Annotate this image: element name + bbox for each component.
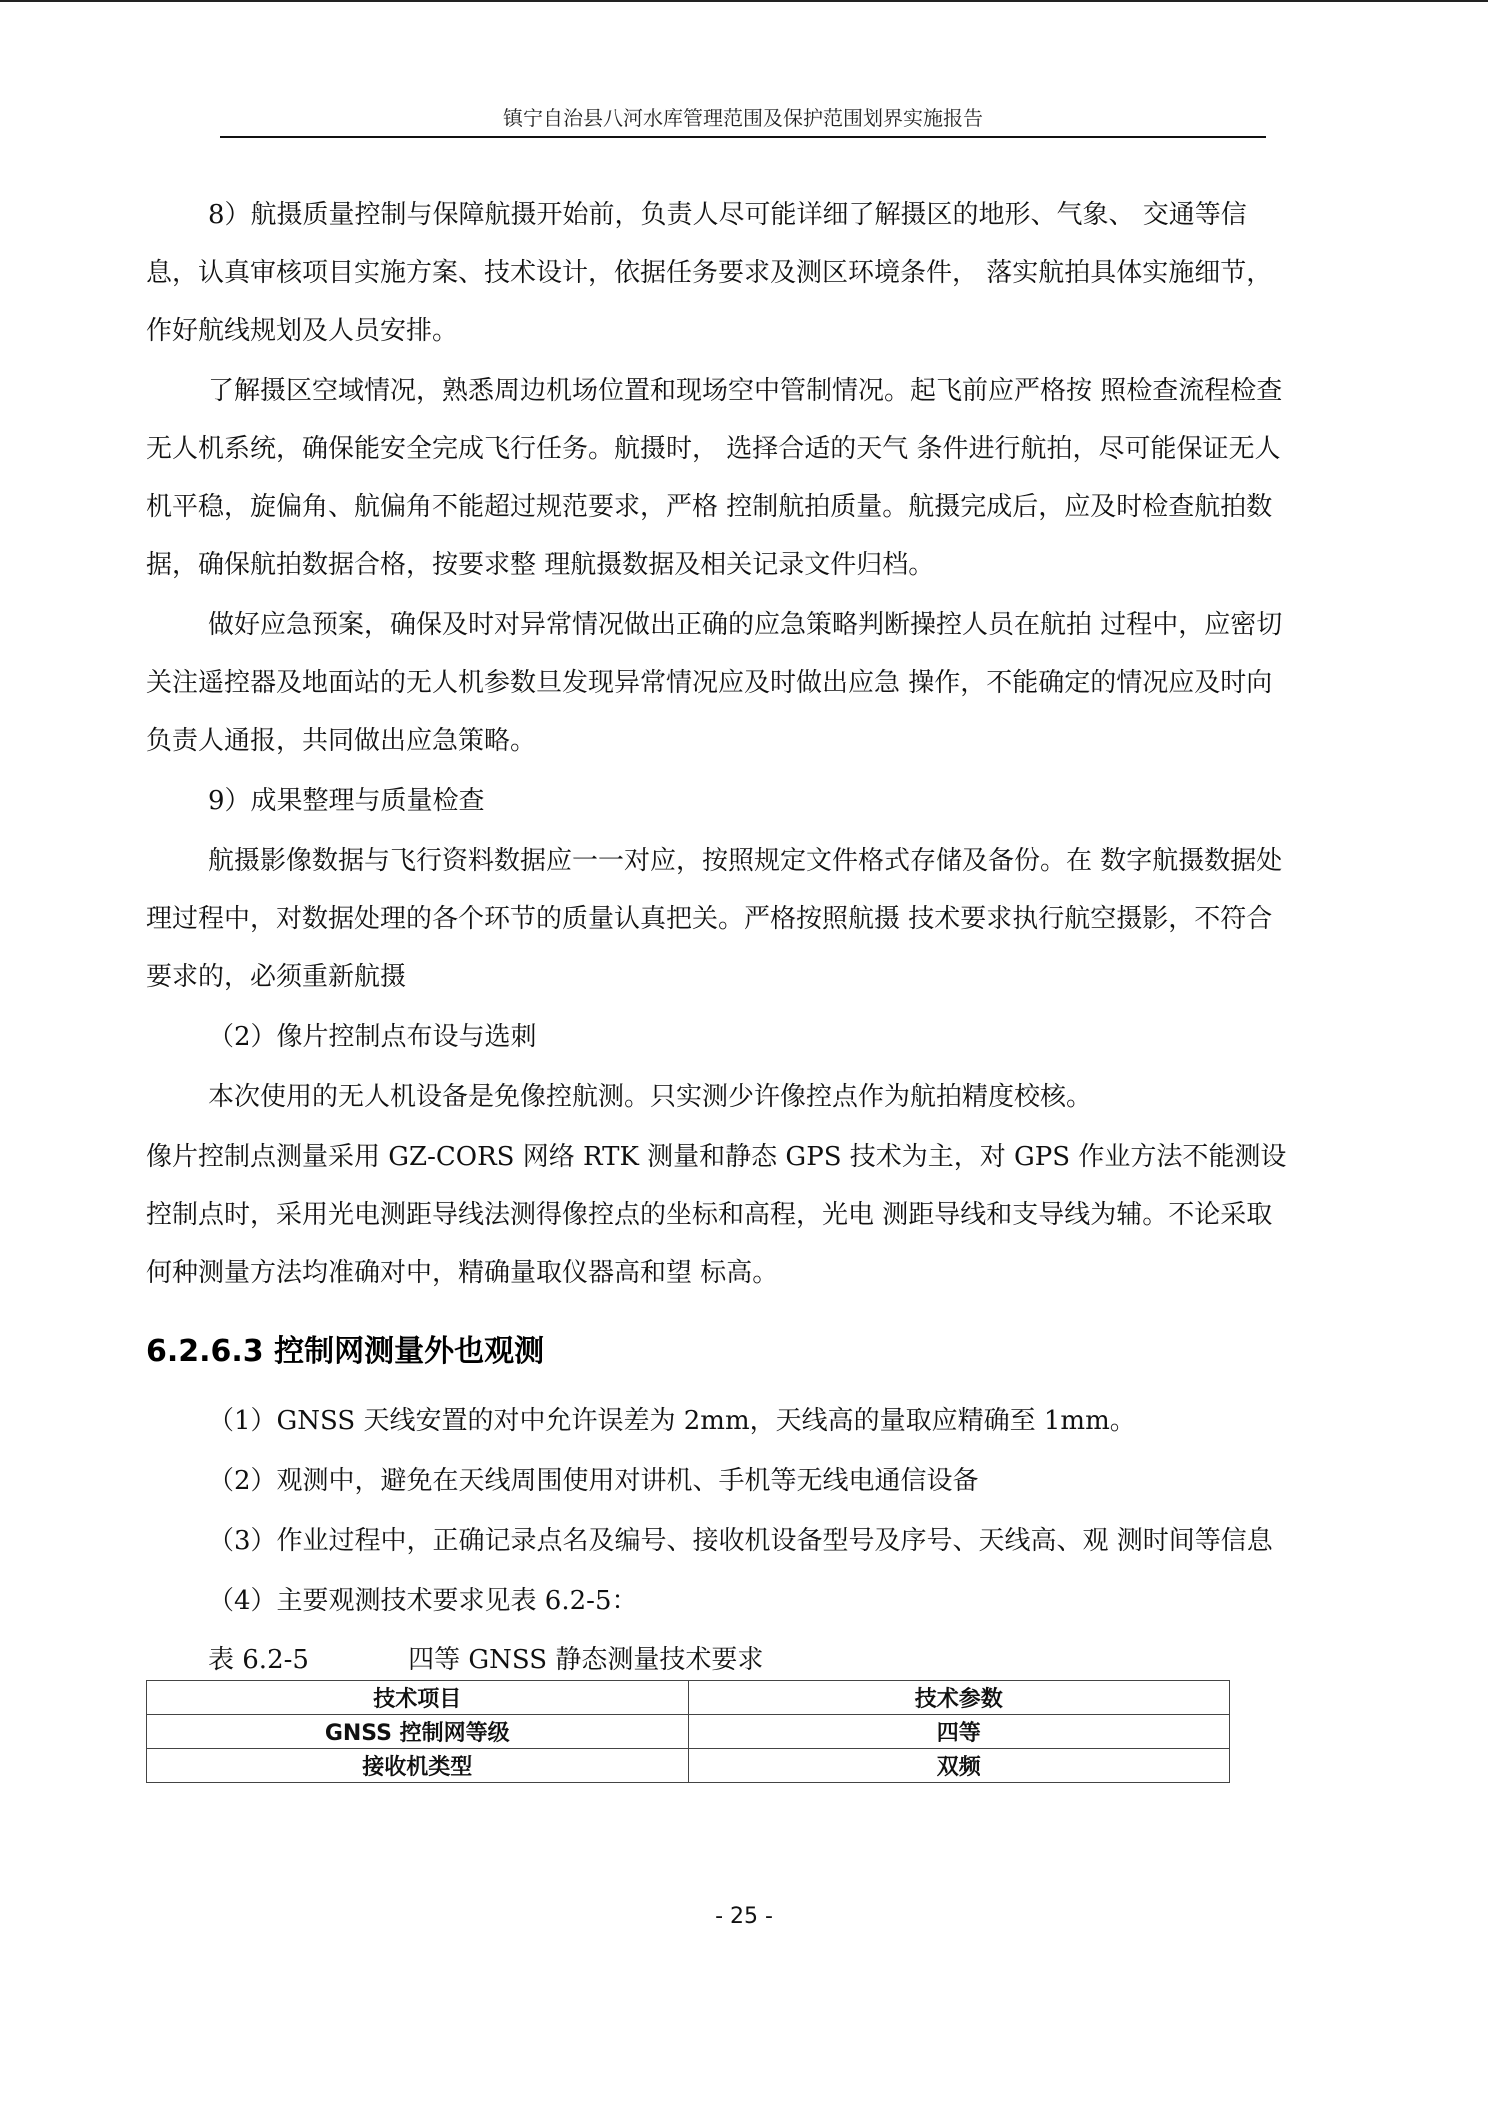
paragraph-image-data: 航摄影像数据与飞行资料数据应一一对应，按照规定文件格式存储及备份。在 数字航摄数据处理过程中，对数据处理的各个环节的质量认真把关。严格按照航摄 技术要求执行航空摄影，不符合要求的，必须重新航摄 (146, 846, 1283, 992)
paragraph-control-survey: 像片控制点测量采用 GZ-CORS 网络 RTK 测量和静态 GPS 技术为主，对 GPS 作业方法不能测设控制点时，采用光电测距导线法测得像控点的坐标和高程，光电 测距导线和支导线为辅。不论采取何种测量方法均准确对中，精确量取仪器高和望 标高。 (146, 1142, 1287, 1288)
running-header-title: 镇宁自治县八河水库管理范围及保护范围划界实施报告 (503, 106, 983, 130)
table-row (147, 1715, 1230, 1749)
table-caption-number: 表 6.2-5 (208, 1645, 309, 1675)
table-cell: 双频 (688, 1749, 1230, 1783)
table-header-cell: 技术参数 (688, 1681, 1230, 1715)
paragraph-drone-device: 本次使用的无人机设备是免像控航测。只实测少许像控点作为航拍精度校核。 (208, 1082, 1093, 1112)
table-caption-title: 四等 GNSS 静态测量技术要求 (408, 1645, 764, 1675)
list-item: （3）作业过程中，正确记录点名及编号、接收机设备型号及序号、天线高、观 测时间等信息 (208, 1526, 1273, 1556)
list-item: （1）GNSS 天线安置的对中允许误差为 2mm，天线高的量取应精确至 1mm。 (208, 1406, 1136, 1436)
header-rule (220, 136, 1266, 138)
paragraph-emergency: 做好应急预案，确保及时对异常情况做出正确的应急策略判断操控人员在航拍 过程中，应密切关注遥控器及地面站的无人机参数旦发现异常情况应及时做出应急 操作，不能确定的情况应及时向负责人通报，共同做出应急策略。 (146, 610, 1283, 756)
table-caption (208, 1640, 1296, 1680)
paragraph-aerial-quality: 8）航摄质量控制与保障航摄开始前，负责人尽可能详细了解摄区的地形、气象、 交通等信息，认真审核项目实施方案、技术设计，依据任务要求及测区环境条件， 落实航拍具体实施细节，作好航线规划及人员安排。 (146, 200, 1273, 346)
table-header-cell: 技术项目 (147, 1681, 689, 1715)
section-heading: 6.2.6.3 控制网测量外也观测 (146, 1334, 545, 1369)
list-item: （4）主要观测技术要求见表 6.2-5： (208, 1586, 638, 1616)
table-cell: 接收机类型 (147, 1749, 689, 1783)
paragraph-airspace: 了解摄区空域情况，熟悉周边机场位置和现场空中管制情况。起飞前应严格按 照检查流程检查无人机系统，确保能安全完成飞行任务。航摄时， 选择合适的天气 条件进行航拍，尽可能保证无人机平稳，旋偏角、航偏角不能超过规范要求，严格 控制航拍质量。航摄完成后，应及时检查航拍数据，确保航拍数据合格，按要求整 理航摄数据及相关记录文件归档。 (146, 376, 1283, 580)
list-item: （2）观测中，避免在天线周围使用对讲机、手机等无线电通信设备 (208, 1466, 979, 1496)
paragraph-control-points-heading: （2）像片控制点布设与选刺 (208, 1022, 537, 1052)
spec-table (146, 1680, 1230, 1783)
table-cell: GNSS 控制网等级 (147, 1715, 689, 1749)
table-row (147, 1749, 1230, 1783)
document-body (146, 186, 1296, 1783)
table-cell: 四等 (688, 1715, 1230, 1749)
paragraph-results-heading: 9）成果整理与质量检查 (208, 786, 485, 816)
page-number: - 25 - (715, 1904, 773, 1929)
table-header-row (147, 1681, 1230, 1715)
page-top-border (0, 0, 1488, 2)
